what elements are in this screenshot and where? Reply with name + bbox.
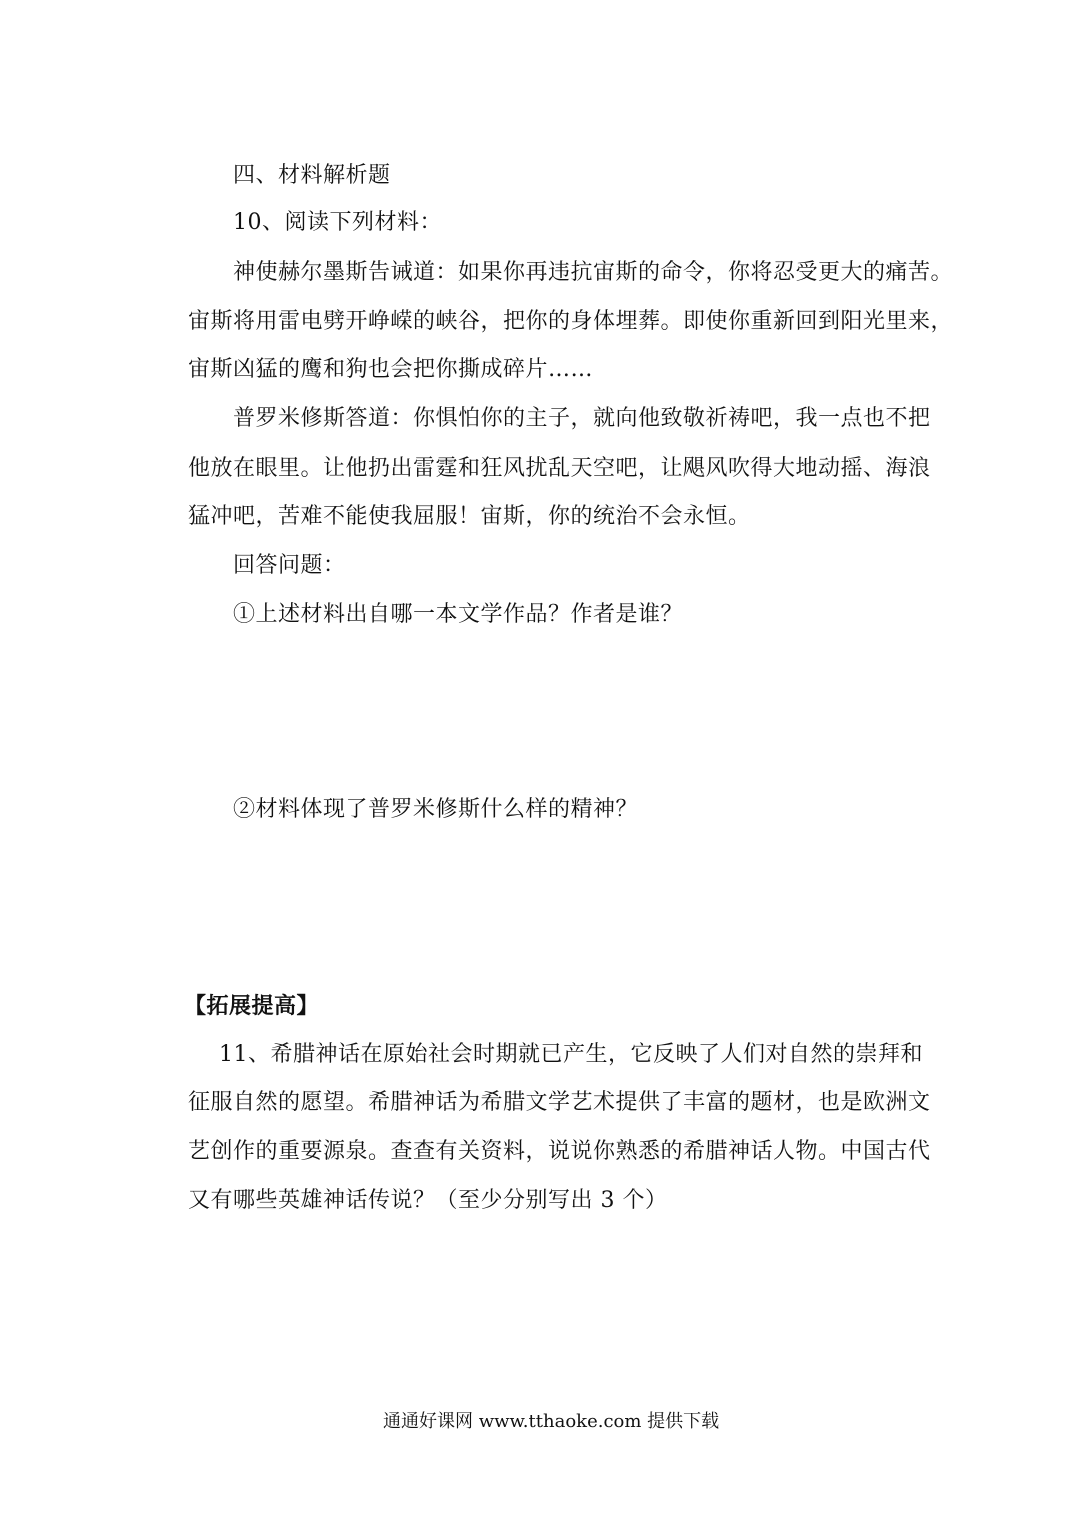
material-paragraph-1-line-3: 宙斯凶猛的鹰和狗也会把你撕成碎片…… (188, 357, 594, 382)
sub-question-1: ①上述材料出自哪一本文学作品？作者是谁？ (233, 602, 684, 627)
sub-question-2: ②材料体现了普罗米修斯什么样的精神？ (233, 797, 639, 822)
page-footer: 通通好课网 www.tthaoke.com 提供下载 (383, 1411, 720, 1432)
question-11-line-1: 11、希腊神话在原始社会时期就已产生，它反映了人们对自然的崇拜和 (219, 1042, 923, 1067)
extension-heading: 【拓展提高】 (184, 994, 320, 1019)
material-paragraph-2-line-1: 普罗米修斯答道：你惧怕你的主子，就向他致敬祈祷吧，我一点也不把 (233, 406, 931, 431)
question-11-line-3: 艺创作的重要源泉。查查有关资料，说说你熟悉的希腊神话人物。中国古代 (188, 1139, 931, 1164)
question-11-line-4: 又有哪些英雄神话传说？（至少分别写出 3 个） (188, 1188, 668, 1213)
section-heading: 四、材料解析题 (233, 163, 391, 188)
material-paragraph-2-line-2: 他放在眼里。让他扔出雷霆和狂风扰乱天空吧，让飓风吹得大地动摇、海浪 (188, 456, 931, 481)
material-paragraph-1-line-2: 宙斯将用雷电劈开峥嵘的峡谷，把你的身体埋葬。即使你重新回到阳光里来， (188, 309, 954, 334)
answer-prompt: 回答问题： (233, 553, 346, 578)
question-10-intro: 10、阅读下列材料： (233, 210, 442, 235)
material-paragraph-2-line-3: 猛冲吧，苦难不能使我屈服！宙斯，你的统治不会永恒。 (188, 504, 751, 529)
question-11-line-2: 征服自然的愿望。希腊神话为希腊文学艺术提供了丰富的题材，也是欧洲文 (188, 1090, 931, 1115)
material-paragraph-1-line-1: 神使赫尔墨斯告诫道：如果你再违抗宙斯的命令，你将忍受更大的痛苦。 (233, 260, 954, 285)
